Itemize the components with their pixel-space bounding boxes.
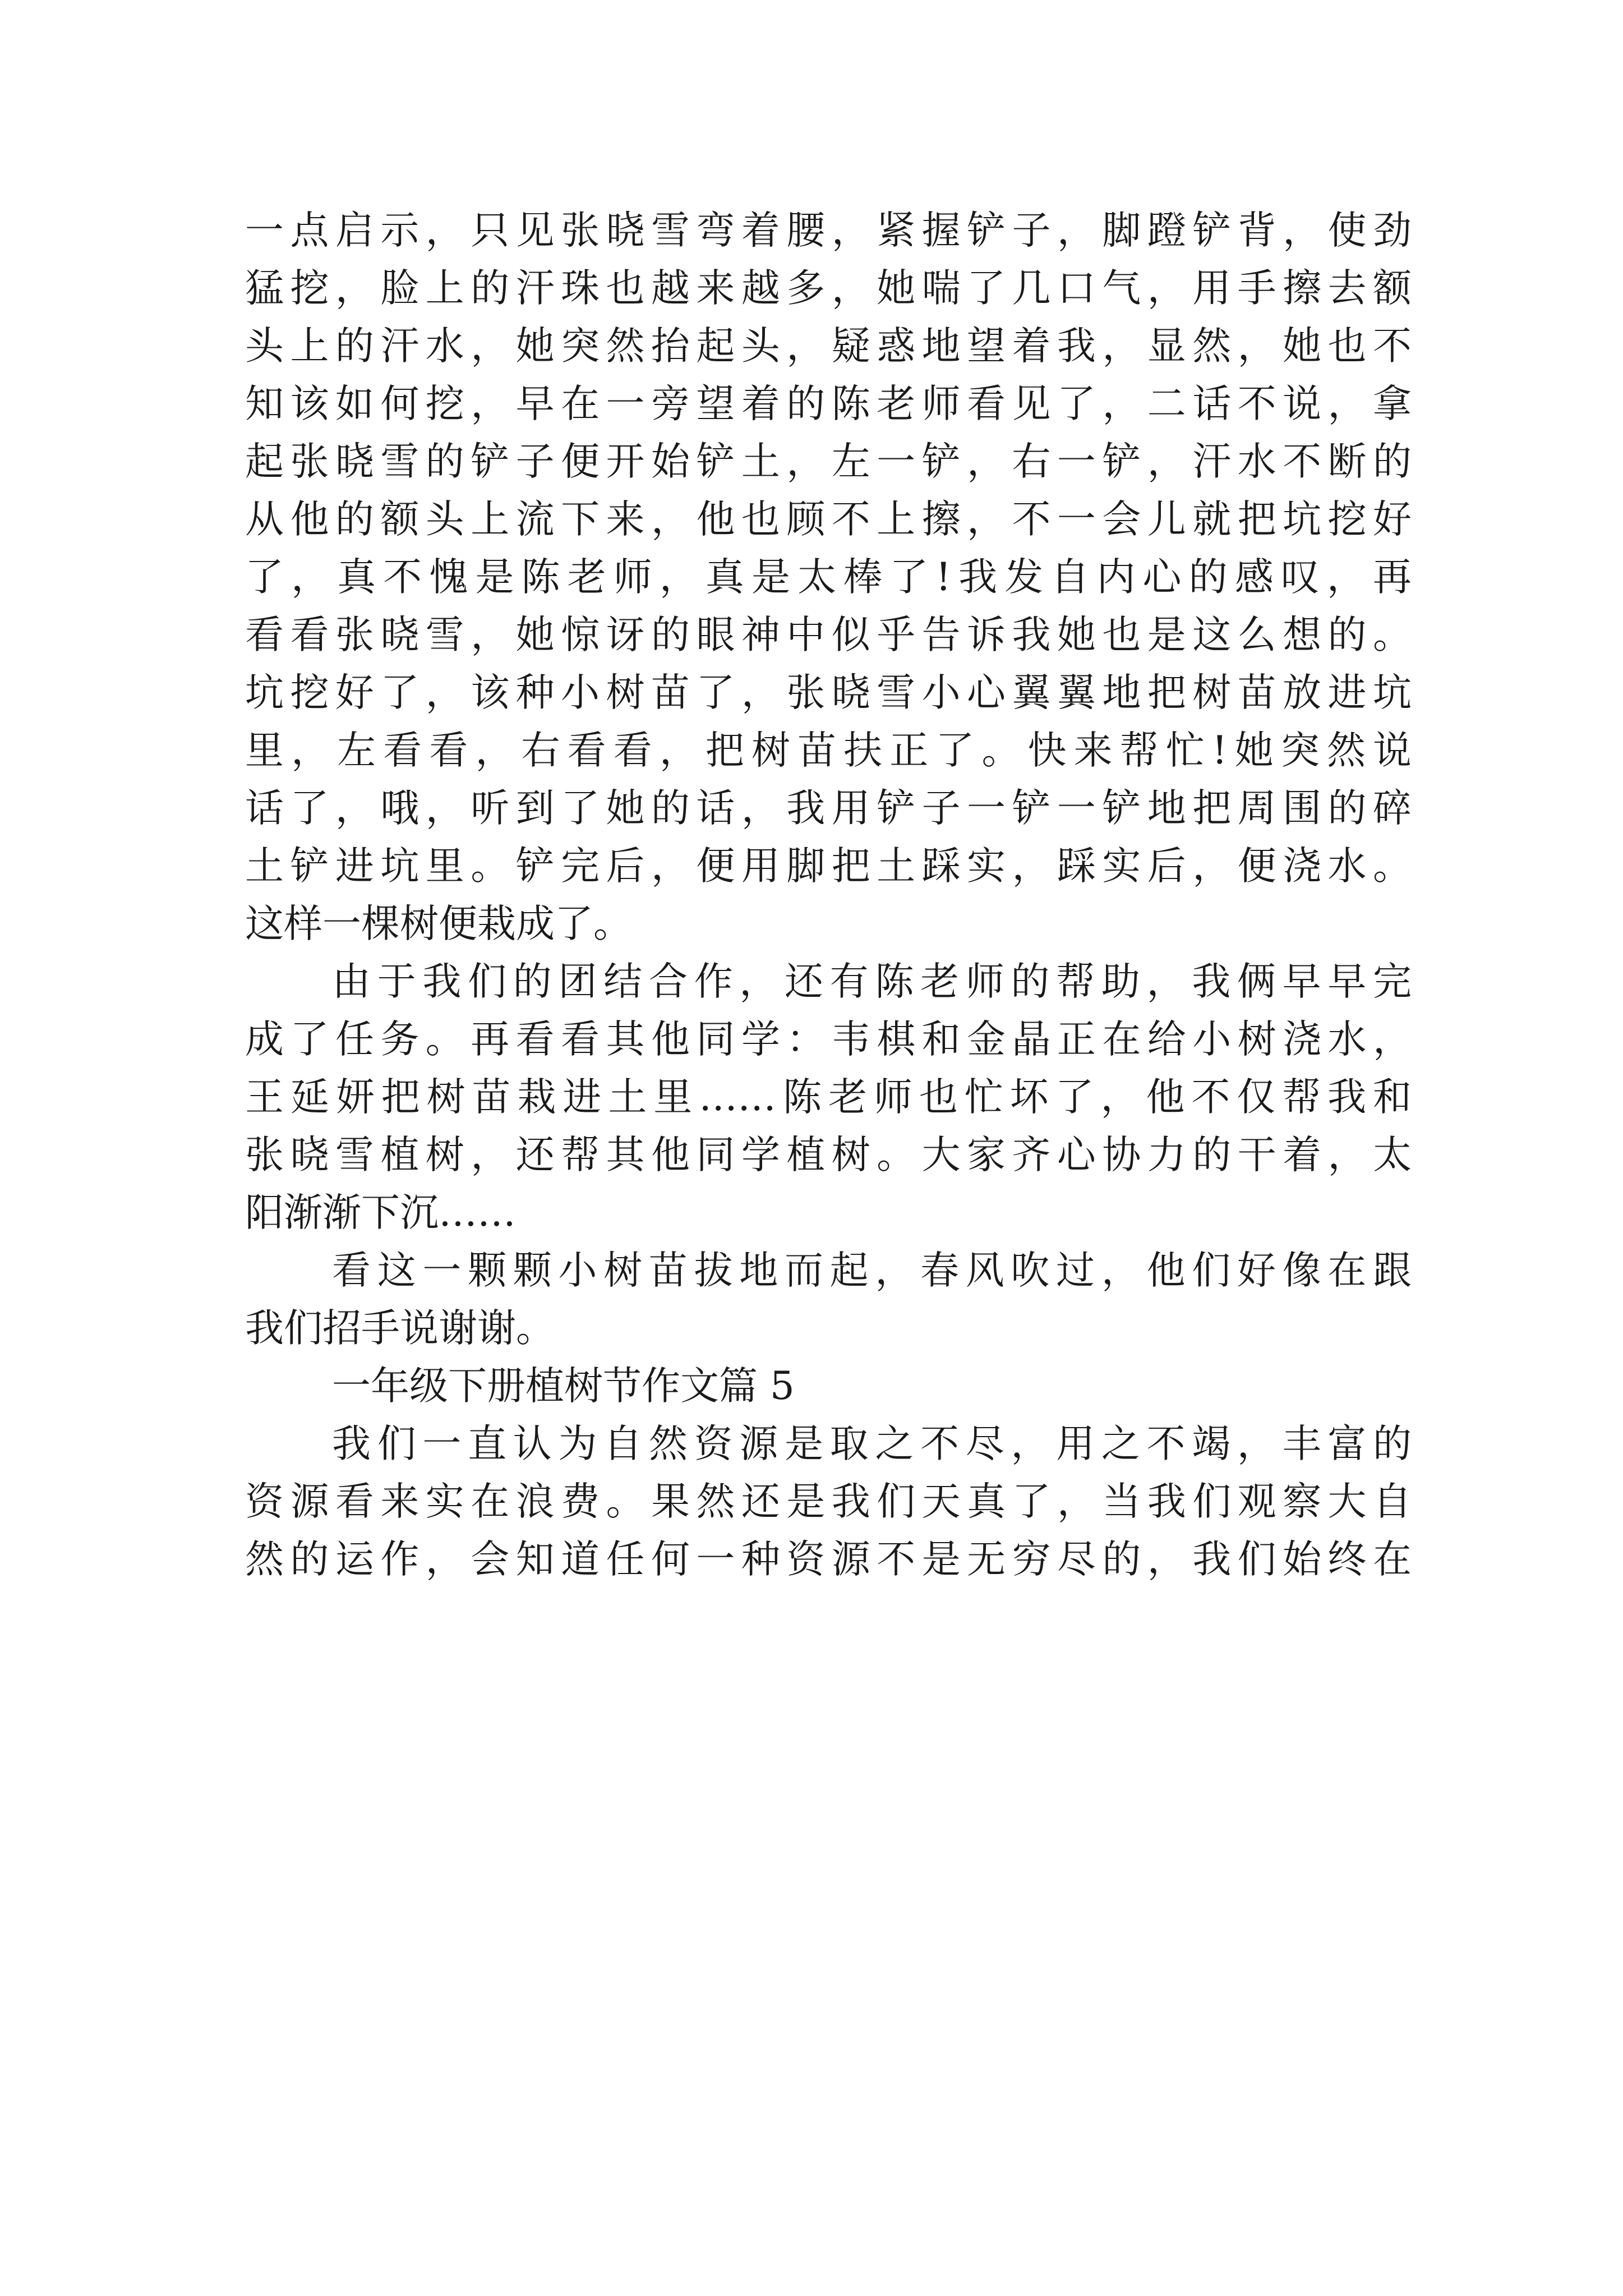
text-line: 这样一棵树便栽成了。 [245,901,632,946]
text-line: 起张晓雪的铲子便开始铲土，左一铲，右一铲，汗水不断的 [245,439,1412,484]
text-line: 知该如何挖，早在一旁望着的陈老师看见了，二话不说，拿 [245,381,1412,426]
text-line: 里，左看看，右看看，把树苗扶正了。快来帮忙!她突然说 [245,728,1412,773]
body-text [245,202,1412,1589]
text-line: 土铲进坑里。铲完后，便用脚把土踩实，踩实后，便浇水。 [245,844,1412,889]
text-line: 王延妍把树苗栽进土里……陈老师也忙坏了，他不仅帮我和 [245,1075,1412,1120]
text-line: 成了任务。再看看其他同学：韦棋和金晶正在给小树浇水， [245,1017,1412,1062]
text-line: 猛挖，脸上的汗珠也越来越多，她喘了几口气，用手擦去额 [245,266,1412,311]
text-line: 资源看来实在浪费。果然还是我们天真了，当我们观察大自 [245,1479,1412,1524]
text-line: 然的运作，会知道任何一种资源不是无穷尽的，我们始终在 [245,1537,1412,1582]
text-line: 阳渐渐下沉…… [245,1190,516,1235]
text-line: 坑挖好了，该种小树苗了，张晓雪小心翼翼地把树苗放进坑 [245,670,1412,715]
text-line: 话了，哦，听到了她的话，我用铲子一铲一铲地把周围的碎 [245,786,1412,831]
text-line: 我们招手说谢谢。 [245,1306,555,1351]
section-heading: 一年级下册植树节作文篇 5 [332,1364,795,1409]
text-line: 我们一直认为自然资源是取之不尽，用之不竭，丰富的 [332,1421,1412,1466]
text-line: 头上的汗水，她突然抬起头，疑惑地望着我，显然，她也不 [245,324,1412,369]
text-line: 张晓雪植树，还帮其他同学植树。大家齐心协力的干着，太 [245,1133,1412,1177]
text-line: 一点启示，只见张晓雪弯着腰，紧握铲子，脚蹬铲背，使劲 [245,208,1412,253]
text-line: 从他的额头上流下来，他也顾不上擦，不一会儿就把坑挖好 [245,497,1412,542]
text-line: 了，真不愧是陈老师，真是太棒了!我发自内心的感叹，再 [245,555,1412,600]
text-line: 看这一颗颗小树苗拔地而起，春风吹过，他们好像在跟 [332,1248,1412,1293]
text-line: 由于我们的团结合作，还有陈老师的帮助，我俩早早完 [332,959,1412,1004]
text-line: 看看张晓雪，她惊讶的眼神中似乎告诉我她也是这么想的。 [245,613,1412,657]
